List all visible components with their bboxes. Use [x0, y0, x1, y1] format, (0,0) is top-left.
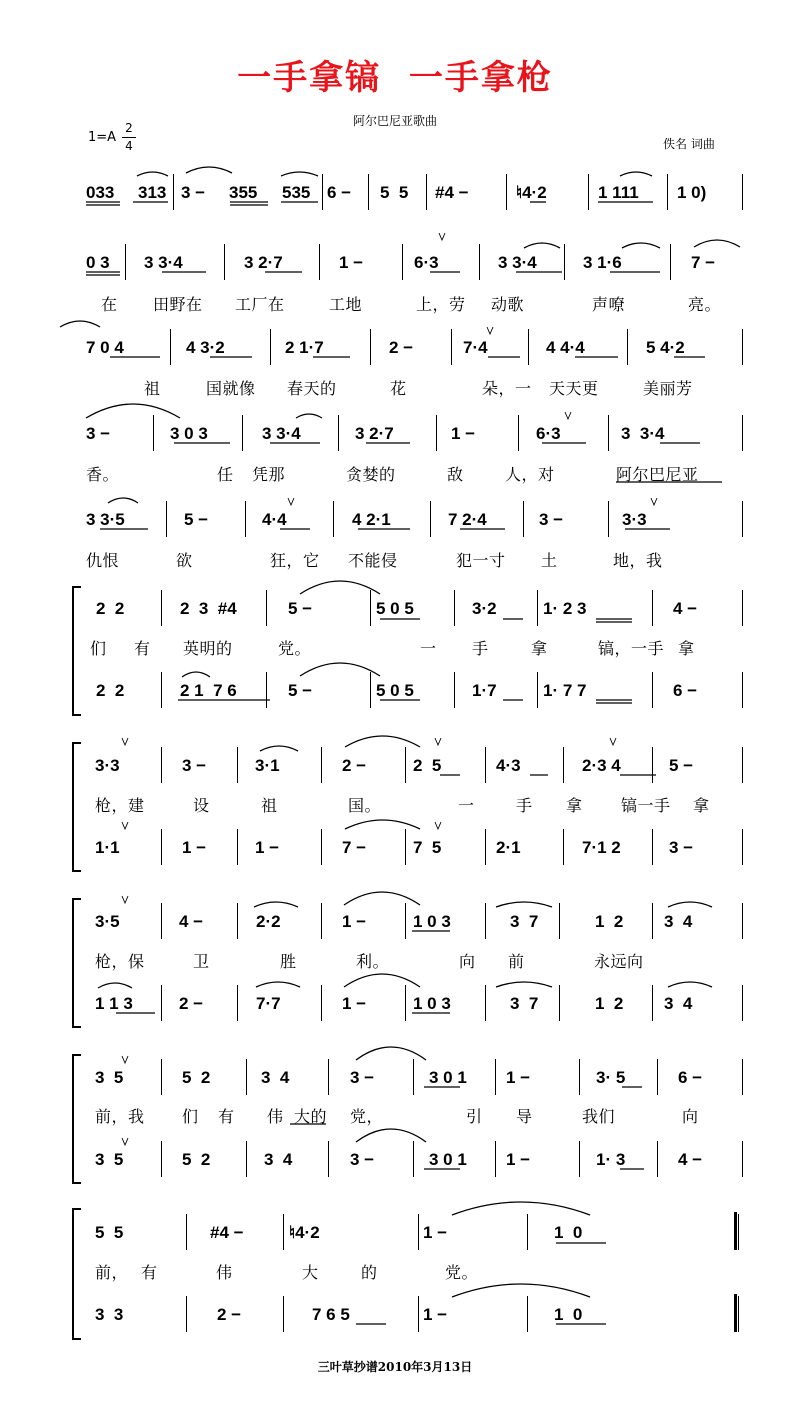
measure-notes: 4·3: [496, 756, 521, 775]
slur-mark: [496, 982, 552, 987]
lyric-syllable: 敌: [447, 465, 464, 484]
measure-notes: 4·4: [262, 510, 287, 529]
slur-mark: [256, 982, 300, 987]
measure-notes: 3 −: [350, 1150, 375, 1169]
measure-notes: 313: [138, 183, 167, 202]
measure-notes: 1 −: [339, 253, 364, 272]
measure-notes: 3 −: [669, 838, 694, 857]
measure-notes: 3 2·7: [355, 424, 394, 443]
lyric-syllable: 地，我: [613, 551, 663, 570]
breath-mark: [288, 498, 294, 505]
measure-notes: 4 −: [673, 599, 698, 618]
measure-notes: 1 −: [182, 838, 207, 857]
slur-mark: [254, 902, 298, 907]
lyric-syllable: 任: [217, 465, 234, 484]
lyric-syllable: 党。: [278, 639, 312, 658]
measure-notes: 7 2·4: [448, 510, 487, 529]
slur-mark: [98, 983, 132, 988]
lyric-syllable: 引: [466, 1107, 483, 1126]
breath-mark: [439, 233, 445, 240]
measure-notes: 3· 5: [596, 1068, 626, 1087]
lyric-syllable: 永远向: [594, 952, 644, 971]
measure-notes: 6 −: [678, 1068, 703, 1087]
lyric-syllable: 党，: [350, 1107, 384, 1126]
slur-mark: [86, 404, 180, 418]
key-signature: 1=A: [88, 130, 117, 145]
measure-notes: 5 −: [288, 681, 313, 700]
measure-notes: 6·3: [414, 253, 439, 272]
measure-notes: 033: [86, 183, 115, 202]
slur-mark: [300, 581, 380, 594]
lyric-syllable: 春天的: [287, 379, 337, 398]
measure-notes: 2 5: [413, 756, 442, 775]
measure-notes: 1 0): [677, 183, 707, 202]
measure-notes: 5 2: [182, 1068, 211, 1087]
song-origin: 阿尔巴尼亚歌曲: [352, 114, 437, 128]
measure-notes: 3 3·4: [498, 253, 537, 272]
time-signature-bottom: 4: [122, 137, 136, 155]
measure-notes: 7 0 4: [86, 338, 124, 357]
measure-notes: 3·2: [472, 599, 497, 618]
measure-notes: 355: [229, 183, 258, 202]
lyric-syllable: 动歌: [491, 295, 525, 314]
slur-mark: [344, 974, 420, 987]
slur-mark: [281, 172, 318, 176]
measure-notes: 5 4·2: [646, 338, 685, 357]
slur-mark: [296, 414, 322, 418]
lyric-syllable: 国就像: [206, 379, 256, 398]
measure-notes: 5 −: [669, 756, 694, 775]
lyric-syllable: 党。: [445, 1263, 479, 1282]
measure-notes: 2 3 #4: [180, 599, 237, 618]
lyric-syllable: 仇恨: [86, 551, 120, 570]
measure-notes: 3 3·4: [262, 424, 301, 443]
lyric-syllable: 伟: [216, 1263, 233, 1282]
measure-notes: ♮4·2: [289, 1223, 320, 1242]
lyric-syllable: 枪，保: [95, 952, 145, 971]
measure-notes: 3 7: [510, 912, 539, 931]
measure-notes: 1 −: [423, 1305, 448, 1324]
lyric-syllable: 工地: [329, 295, 363, 314]
measure-notes: 1 2: [595, 912, 624, 931]
lyric-syllable: 利。: [356, 952, 390, 971]
measure-notes: 3 4: [664, 994, 693, 1013]
lyric-syllable: 不能侵: [348, 551, 398, 570]
measure-notes: 7 6 5: [312, 1305, 350, 1324]
breath-mark: [651, 498, 657, 505]
lyric-syllable: 有: [134, 639, 151, 658]
slur-mark: [452, 1202, 590, 1215]
measure-notes: #4 −: [435, 183, 469, 202]
measure-notes: 3 −: [182, 756, 207, 775]
measure-notes: 1 111: [598, 183, 639, 202]
measure-notes: 3 3·4: [621, 424, 665, 443]
measure-notes: 2·2: [256, 912, 281, 931]
slur-mark: [524, 243, 560, 248]
lyric-syllable: 有: [141, 1263, 158, 1282]
measure-notes: 1 −: [342, 912, 367, 931]
lyric-syllable: 手: [516, 796, 533, 815]
measure-notes: 3·3: [622, 510, 647, 529]
measure-notes: 1 2: [595, 994, 624, 1013]
lyric-syllable: 前，我: [95, 1107, 145, 1126]
measure-notes: 6 −: [327, 183, 352, 202]
lyric-syllable: 胜: [280, 952, 297, 971]
measure-notes: 3 1·6: [583, 253, 622, 272]
lyric-syllable: 有: [218, 1107, 235, 1126]
measure-notes: 1 −: [342, 994, 367, 1013]
breath-mark: [435, 738, 441, 745]
measure-notes: 3 −: [86, 424, 111, 443]
measure-notes: 3 4: [261, 1068, 290, 1087]
breath-mark: [122, 822, 128, 829]
lyric-syllable: 贪婪的: [346, 465, 396, 484]
breath-mark: [122, 1056, 128, 1063]
measure-notes: 3 2·7: [244, 253, 283, 272]
slur-mark: [260, 746, 298, 751]
lyric-syllable: 向: [459, 952, 476, 971]
measure-notes: 3 0 1: [429, 1068, 467, 1087]
measure-notes: 3 4: [664, 912, 693, 931]
lyric-syllable: 祖: [144, 379, 161, 398]
measure-notes: 3 5: [95, 1068, 124, 1087]
measure-notes: 1 0 3: [413, 912, 451, 931]
measure-notes: 1 0: [554, 1223, 583, 1242]
measure-notes: 5 0 5: [376, 599, 414, 618]
slur-mark: [345, 736, 420, 747]
lyric-syllable: 的: [361, 1263, 378, 1282]
measure-notes: 1 0 3: [413, 994, 451, 1013]
breath-mark: [122, 1138, 128, 1145]
measure-notes: 6 −: [673, 681, 698, 700]
lyric-syllable: 田野在: [153, 295, 203, 314]
measure-notes: 7·7: [256, 994, 281, 1013]
measure-notes: 1 −: [506, 1068, 531, 1087]
lyric-syllable: 美丽芳: [643, 379, 693, 398]
measure-notes: 3·3: [95, 756, 120, 775]
measure-notes: 1· 2 3: [543, 599, 587, 618]
lyric-syllable: 狂，它: [270, 551, 320, 570]
measure-notes: 7 −: [342, 838, 367, 857]
lyric-syllable: 拿: [531, 639, 548, 658]
lyric-syllable: 大: [302, 1263, 319, 1282]
lyric-syllable: 声嘹: [592, 295, 626, 314]
lyric-syllable: 土: [541, 551, 558, 570]
slur-mark: [668, 982, 712, 987]
slur-mark: [60, 321, 100, 327]
lyric-syllable: 花: [390, 379, 407, 398]
lyric-syllable: 我们: [582, 1107, 616, 1126]
slur-mark: [694, 240, 740, 247]
measure-notes: 6·3: [536, 424, 561, 443]
measure-notes: 1· 7 7: [543, 681, 587, 700]
lyric-syllable: 拿: [693, 796, 710, 815]
slur-mark: [620, 172, 652, 176]
slur-mark: [622, 243, 660, 248]
measure-notes: 3 7: [510, 994, 539, 1013]
slur-mark: [344, 892, 420, 905]
lyric-syllable: 一: [420, 639, 437, 658]
measure-notes: 3·1: [255, 756, 280, 775]
lyric-syllable: 伟: [267, 1107, 284, 1126]
breath-mark: [122, 738, 128, 745]
measure-notes: 4 2·1: [352, 510, 391, 529]
lyric-syllable: 向: [682, 1107, 699, 1126]
slur-mark: [668, 902, 712, 907]
measure-notes: 2 1·7: [285, 338, 324, 357]
measure-notes: 4 3·2: [186, 338, 225, 357]
lyric-syllable: 一: [458, 796, 475, 815]
measure-notes: 1 −: [506, 1150, 531, 1169]
measure-notes: 3 −: [181, 183, 206, 202]
breath-mark: [435, 822, 441, 829]
lyric-syllable: 香。: [86, 465, 120, 484]
slur-mark: [186, 167, 232, 173]
credits: 佚名 词曲: [663, 137, 715, 151]
measure-notes: 7·1 2: [582, 838, 621, 857]
measure-notes: 1 −: [423, 1223, 448, 1242]
slur-mark: [182, 672, 210, 677]
slur-mark: [356, 1047, 426, 1060]
measure-notes: ♮4·2: [516, 183, 547, 202]
measure-notes: 7·4: [463, 338, 488, 357]
measure-notes: 3·5: [95, 912, 120, 931]
breath-mark: [122, 896, 128, 903]
lyric-syllable: 在: [101, 295, 118, 314]
measure-notes: 7 5: [413, 838, 442, 857]
measure-notes: 3 5: [95, 1150, 124, 1169]
measure-notes: 1 −: [451, 424, 476, 443]
measure-notes: 5 −: [184, 510, 209, 529]
lyric-syllable: 镐一手: [621, 796, 671, 815]
measure-notes: 3 −: [350, 1068, 375, 1087]
slur-mark: [496, 902, 552, 907]
lyric-syllable: 拿: [678, 639, 695, 658]
measure-notes: 3 3: [95, 1305, 124, 1324]
slur-mark: [452, 1284, 590, 1297]
measure-notes: 1 0: [554, 1305, 583, 1324]
lyric-syllable: 国。: [348, 796, 382, 815]
measure-notes: 1 1 3: [95, 994, 133, 1013]
measure-notes: 5 0 5: [376, 681, 414, 700]
measure-notes: 2 −: [217, 1305, 242, 1324]
measure-notes: 3 3·5: [86, 510, 125, 529]
lyric-syllable: 天天更: [549, 379, 599, 398]
measure-notes: 3 0 3: [170, 424, 208, 443]
measure-notes: 2·1: [496, 838, 521, 857]
measure-notes: 1·1: [95, 838, 120, 857]
lyric-syllable: 欲: [176, 551, 193, 570]
measure-notes: 2·3 4: [582, 756, 621, 775]
measure-notes: 2 −: [342, 756, 367, 775]
measure-notes: 2 −: [179, 994, 204, 1013]
lyric-syllable: 上，劳: [416, 295, 466, 314]
measure-notes: 2 2: [96, 599, 125, 618]
lyric-syllable: 设: [193, 796, 210, 815]
breath-mark: [565, 412, 571, 419]
lyric-syllable: 凭那: [252, 465, 286, 484]
breath-mark: [610, 738, 616, 745]
measure-notes: 4 4·4: [546, 338, 585, 357]
measure-notes: 2 1 7 6: [180, 681, 237, 700]
time-signature-top: 2: [125, 121, 133, 135]
slur-mark: [356, 1129, 426, 1142]
slur-mark: [108, 498, 138, 503]
measure-notes: 5 5: [380, 183, 409, 202]
lyric-syllable: 们: [182, 1107, 199, 1126]
measure-notes: 3 0 1: [429, 1150, 467, 1169]
lyric-syllable: 手: [472, 639, 489, 658]
copyist-footer: 三叶草抄谱2010年3月13日: [317, 1360, 473, 1374]
lyric-syllable: 枪，建: [95, 796, 145, 815]
measure-notes: 3 3·4: [144, 253, 183, 272]
lyric-syllable: 阿尔巴尼亚: [616, 465, 699, 484]
measure-notes: 1· 3: [596, 1150, 626, 1169]
lyric-syllable: 前，: [95, 1263, 129, 1282]
slur-mark: [300, 663, 380, 676]
measure-notes: 0 3: [86, 253, 110, 272]
measure-notes: 4 −: [678, 1150, 703, 1169]
lyric-syllable: 导: [516, 1107, 533, 1126]
lyric-syllable: 们: [90, 639, 107, 658]
measure-notes: 5 5: [95, 1223, 124, 1242]
slur-mark: [345, 820, 420, 829]
measure-notes: 1 −: [255, 838, 280, 857]
lyric-syllable: 镐，一手: [598, 639, 665, 658]
lyric-syllable: 祖: [261, 796, 278, 815]
lyric-syllable: 英明的: [183, 639, 233, 658]
breath-mark: [487, 327, 493, 334]
measure-notes: 3 4: [264, 1150, 293, 1169]
measure-notes: 5 −: [288, 599, 313, 618]
lyric-syllable: 犯一寸: [456, 551, 506, 570]
measure-notes: 5 2: [182, 1150, 211, 1169]
slur-mark: [137, 172, 168, 176]
lyric-syllable: 前: [508, 952, 525, 971]
measure-notes: 7 −: [691, 253, 716, 272]
measure-notes: #4 −: [210, 1223, 244, 1242]
lyric-syllable: 人，对: [505, 465, 555, 484]
lyric-syllable: 大的: [294, 1107, 328, 1126]
lyric-syllable: 卫: [193, 952, 210, 971]
measure-notes: 2 −: [389, 338, 414, 357]
lyric-syllable: 朵，一: [482, 379, 532, 398]
lyric-syllable: 拿: [566, 796, 583, 815]
measure-notes: 2 2: [96, 681, 125, 700]
measure-notes: 1·7: [472, 681, 497, 700]
lyric-syllable: 亮。: [688, 295, 722, 314]
song-title: 一手拿镐 一手拿枪: [237, 58, 553, 98]
measure-notes: 4 −: [179, 912, 204, 931]
measure-notes: 535: [282, 183, 311, 202]
lyric-syllable: 工厂在: [235, 295, 285, 314]
measure-notes: 3 −: [539, 510, 564, 529]
